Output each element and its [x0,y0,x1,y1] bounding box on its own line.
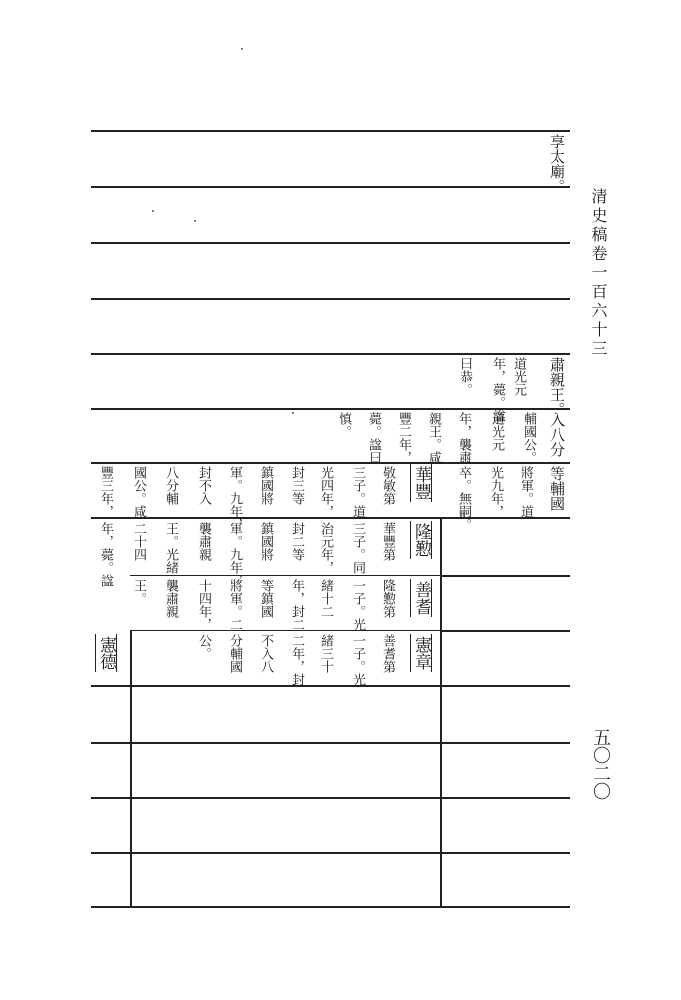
row-rule [91,353,570,355]
entry-text: 親王。咸 [426,412,441,464]
row-rule [130,630,440,631]
heir-name: 華豐 [411,466,431,500]
entry-text: 年，薨。諡 [98,522,113,587]
entry-text: 二年，封 [289,634,304,686]
entry-text: 軍。九年， [227,466,242,531]
entry-text: 曰恭。 [457,357,472,396]
entry-text: 封不入 [196,466,211,505]
row-rule [130,575,440,576]
entry-text: 鎮國將 [258,522,273,561]
entry-text: 王。 [131,579,146,605]
running-head: 清史稿卷一百六十三 [589,188,608,359]
entry-text: 軍。九年， [227,522,242,587]
entry-text: 鎮國將 [258,466,273,505]
entry-text: 十四年， [196,579,211,631]
row-rule [91,130,570,132]
stray-mark [152,210,154,212]
entry-text: 緒十二 [318,579,333,618]
row-rule [91,462,570,464]
heir-name: 隆懃 [411,523,431,557]
row-rule [440,575,570,577]
row-rule [91,852,570,854]
entry-text: 年，薨。諡 [490,357,505,422]
entry-text: 等輔國 [548,466,566,511]
entry-text: 等鎮國 [258,579,273,618]
row-rule [91,797,570,799]
heir-name: 善耆 [411,581,431,615]
stray-mark [292,412,294,414]
entry-text: 道光元 [511,357,526,396]
stray-mark [241,48,243,50]
entry-text: 不入八 [258,634,273,673]
page-number: 五〇二〇 [590,728,611,800]
entry-text: 豐三年， [98,466,113,518]
entry-text: 將軍。二 [227,579,242,631]
entry-text: 慎。 [336,412,351,438]
heir-name: 憲章 [411,636,431,670]
entry-text: 豐二年， [396,412,411,464]
entry-text: 享太廟。 [548,134,566,194]
entry-text: 敬敏第 [380,466,395,505]
entry-text: 將軍。道 [518,466,533,518]
entry-text: 隆懃第 [380,579,395,618]
entry-text: 薨。諡曰 [366,412,381,464]
row-rule [440,630,570,632]
entry-text: 年，襲肅 [456,412,471,464]
entry-text: 一子。光 [350,579,365,631]
stray-mark [194,220,196,222]
entry-text: 三子。同 [350,522,365,574]
row-rule [91,906,570,908]
entry-text: 分輔國 [227,634,242,673]
entry-text: 輔國公。 [521,412,536,464]
entry-text: 封三等 [289,466,304,505]
entry-text: 光九年， [488,466,503,518]
entry-text: 入八分 [548,412,566,457]
row-rule [91,298,570,300]
entry-text: 封二等 [289,522,304,561]
entry-text: 肅親王。 [548,357,566,417]
entry-text: 治元年， [318,522,333,574]
entry-text: 道光元 [489,412,504,451]
entry-text: 卒。無嗣。 [456,466,471,531]
entry-text: 公。 [196,634,211,660]
row-rule [91,186,570,188]
column-rule [440,517,442,906]
entry-text: 光四年， [318,466,333,518]
row-rule [91,685,570,687]
row-rule [91,242,570,244]
entry-text: 襲肅親 [163,579,178,618]
entry-text: 王。光緒 [163,522,178,574]
entry-text: 善耆第 [380,634,395,673]
entry-text: 一子。光 [350,634,365,686]
column-rule [130,630,132,906]
entry-text: 襲肅親 [196,522,211,561]
entry-text: 緒三十 [318,634,333,673]
entry-text: 華豐第 [380,522,395,561]
row-rule [91,742,570,744]
heir-name: 憲德 [96,636,116,670]
entry-text: 二十四 [131,522,146,561]
entry-text: 年，封二 [289,579,304,631]
entry-text: 國公。咸 [131,466,146,518]
entry-text: 三子。道 [350,466,365,518]
entry-text: 八分輔 [163,466,178,505]
